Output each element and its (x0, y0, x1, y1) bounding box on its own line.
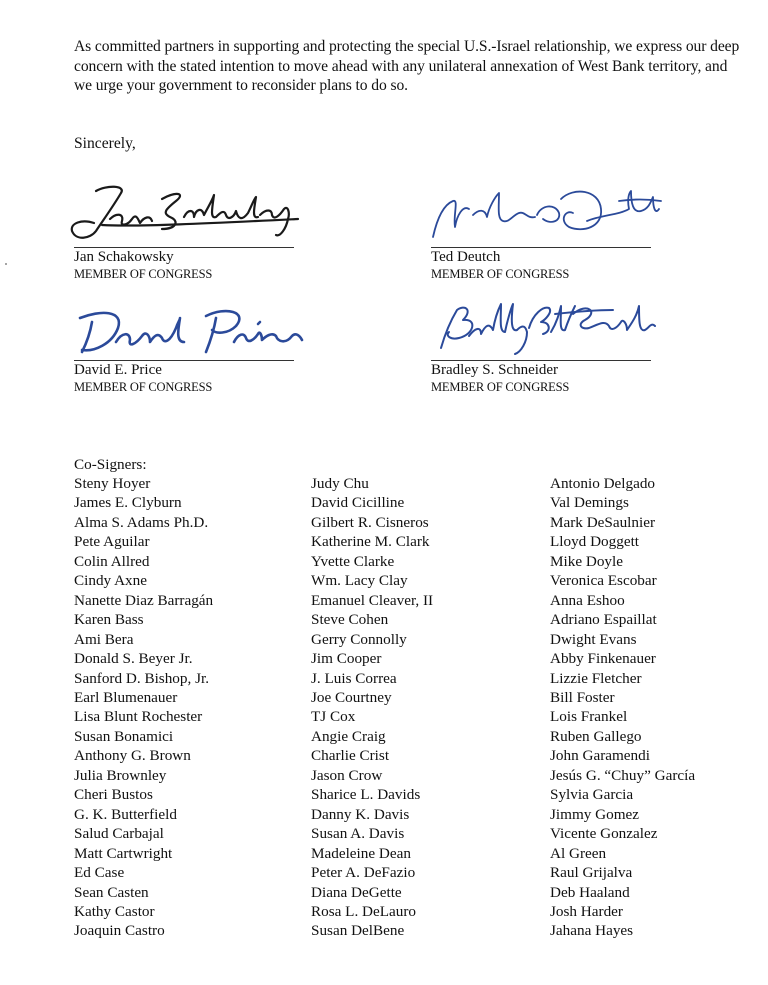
cosigner-name: Cheri Bustos (74, 786, 153, 804)
cosigner-name: Veronica Escobar (550, 572, 657, 590)
signature-image-schneider (423, 292, 663, 362)
cosigner-name: Lisa Blunt Rochester (74, 708, 203, 726)
cosigner-name: Matt Cartwright (74, 844, 173, 862)
cosigner-name: Susan Bonamici (74, 727, 174, 745)
cosigner-name: Jason Crow (311, 766, 383, 784)
signatory-name: David E. Price (74, 362, 162, 378)
signatory-title: MEMBER OF CONGRESS (74, 380, 213, 394)
cosigner-name: Mark DeSaulnier (550, 513, 656, 531)
cosigner-name: Val Demings (550, 494, 629, 512)
cosigner-name: Angie Craig (311, 727, 386, 745)
signatory-name: Ted Deutch (431, 249, 501, 265)
cosigner-name: Alma S. Adams Ph.D. (74, 513, 209, 531)
cosigner-name: Rosa L. DeLauro (311, 902, 417, 920)
cosigner-name: Dwight Evans (550, 630, 637, 648)
cosigner-name: G. K. Butterfield (74, 805, 177, 823)
cosigner-name: Antonio Delgado (550, 475, 656, 492)
signature-line (431, 360, 651, 361)
cosigner-name: James E. Clyburn (74, 494, 182, 512)
cosigner-name: Anna Eshoo (550, 591, 625, 609)
cosigner-name: Sean Casten (74, 883, 149, 901)
cosigner-name: Judy Chu (311, 475, 369, 492)
cosigner-name: Lloyd Doggett (550, 533, 640, 551)
signature-image-schakowsky (66, 179, 306, 249)
cosigner-name: Ami Bera (74, 630, 134, 648)
cosigner-name: Colin Allred (74, 552, 150, 570)
cosigner-name: Steve Cohen (311, 611, 389, 629)
cosigner-name: TJ Cox (311, 708, 356, 726)
cosigner-name: Madeleine Dean (311, 844, 411, 862)
cosigner-name: Vicente Gonzalez (550, 825, 658, 843)
cosigner-name: Donald S. Beyer Jr. (74, 650, 193, 668)
cosigner-name: Salud Carbajal (74, 825, 164, 843)
cosigner-name: Kathy Castor (74, 902, 155, 920)
cosigner-name: Gilbert R. Cisneros (311, 513, 429, 531)
cosigners-column-1 (74, 474, 213, 941)
cosigner-name: Peter A. DeFazio (311, 864, 416, 882)
cosigner-name: Jimmy Gomez (550, 805, 640, 823)
cosigners-column-2 (311, 474, 433, 941)
cosigner-name: Cindy Axne (74, 572, 147, 590)
signatory-title: MEMBER OF CONGRESS (74, 267, 213, 281)
cosigner-name: Jesús G. “Chuy” García (550, 766, 696, 784)
cosigner-name: David Cicilline (311, 494, 405, 512)
cosigner-name: Diana DeGette (311, 883, 402, 901)
cosigner-name: Lizzie Fletcher (550, 669, 642, 687)
cosigner-name: Earl Blumenauer (74, 688, 178, 706)
cosigner-name: Sharice L. Davids (311, 786, 421, 804)
cosigner-name: Mike Doyle (550, 552, 623, 570)
signatory-name: Bradley S. Schneider (431, 362, 559, 378)
cosigner-name: Jim Cooper (311, 650, 382, 668)
cosigner-name: Joaquin Castro (74, 922, 165, 940)
cosigner-name: Katherine M. Clark (311, 533, 430, 551)
cosigner-name: Susan A. Davis (311, 825, 405, 843)
cosigner-name: Deb Haaland (550, 883, 630, 901)
cosigner-name: Josh Harder (550, 902, 623, 920)
cosigner-name: Bill Foster (550, 688, 615, 706)
cosigner-name: Lois Frankel (550, 708, 628, 726)
letter-paragraph: As committed partners in supporting and protecting the special U.S.-Israel relationship, we express our deep concern with the stated intention to move ahead with any unilateral annexation of West Bank territory, and we urge your government to reconsider plans to do so. (74, 38, 740, 94)
cosigner-name: Emanuel Cleaver, II (311, 591, 434, 609)
cosigners-heading: Co-Signers: (74, 456, 147, 473)
signatory-title: MEMBER OF CONGRESS (431, 267, 570, 281)
signature-line (74, 360, 294, 361)
signature-line (74, 247, 294, 248)
cosigner-name: Wm. Lacy Clay (311, 572, 408, 590)
cosigner-name: Ruben Gallego (550, 727, 642, 745)
cosigner-name: Jahana Hayes (550, 922, 634, 940)
signature-image-price (66, 292, 306, 362)
cosigner-name: Al Green (550, 844, 607, 862)
cosigner-name: Yvette Clarke (311, 552, 395, 570)
stray-mark (5, 263, 7, 265)
cosigner-name: Joe Courtney (311, 688, 392, 706)
cosigner-name: Danny K. Davis (311, 805, 410, 823)
signatory-name: Jan Schakowsky (74, 249, 174, 265)
cosigner-name: Pete Aguilar (74, 533, 150, 551)
cosigner-name: John Garamendi (550, 747, 650, 765)
cosigner-name: Raul Grijalva (550, 864, 633, 882)
signature-image-deutch (423, 179, 663, 249)
cosigner-name: Steny Hoyer (74, 475, 151, 492)
cosigner-name: J. Luis Correa (311, 669, 397, 687)
cosigner-name: Charlie Crist (311, 747, 390, 765)
cosigner-name: Abby Finkenauer (550, 650, 656, 668)
cosigner-name: Julia Brownley (74, 766, 167, 784)
cosigner-name: Nanette Diaz Barragán (74, 591, 214, 609)
cosigner-name: Ed Case (74, 864, 125, 882)
cosigner-name: Sylvia Garcia (550, 786, 634, 804)
cosigners-column-3 (550, 474, 695, 941)
signatory-title: MEMBER OF CONGRESS (431, 380, 570, 394)
cosigner-name: Anthony G. Brown (74, 747, 191, 765)
cosigner-name: Sanford D. Bishop, Jr. (74, 669, 210, 687)
cosigner-name: Gerry Connolly (311, 630, 407, 648)
letter-closing: Sincerely, (74, 135, 136, 152)
cosigner-name: Adriano Espaillat (550, 611, 657, 629)
cosigner-name: Susan DelBene (311, 922, 405, 940)
cosigner-name: Karen Bass (74, 611, 144, 629)
signature-line (431, 247, 651, 248)
